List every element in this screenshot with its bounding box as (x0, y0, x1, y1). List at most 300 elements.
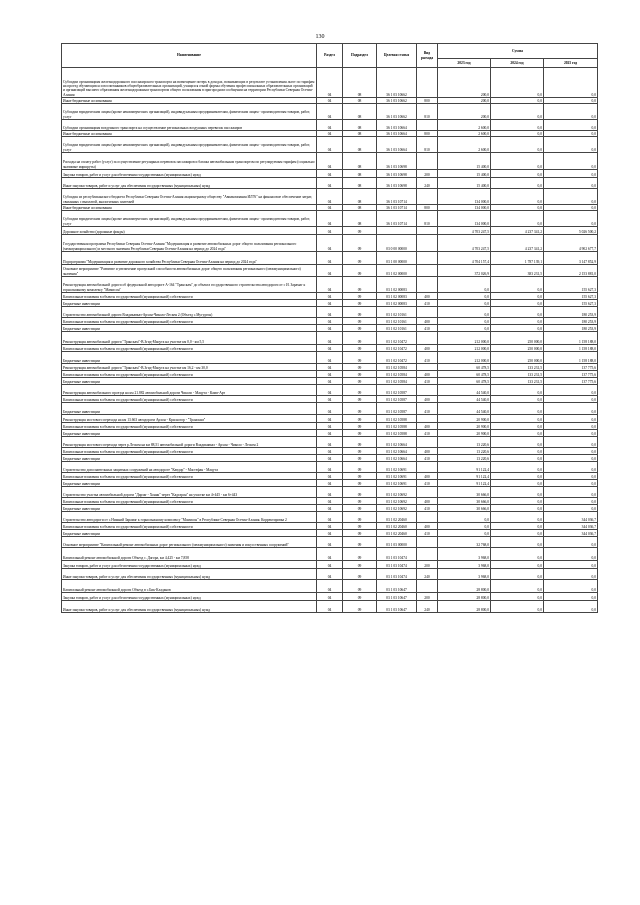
cell-y2023: 28 800,0 (438, 593, 491, 601)
cell-podrazdel: 09 (343, 430, 377, 437)
cell-podrazdel: 09 (343, 505, 377, 512)
cell-target: 03 1 02 10472 (377, 332, 417, 345)
cell-target: 03 1 02 00083 (377, 300, 417, 307)
table-row (62, 480, 598, 487)
table-row (62, 300, 598, 307)
cell-y2025: 0,0 (544, 480, 598, 487)
table-row (62, 593, 598, 601)
cell-name: Строительство автодороги от с.Нижний Зарамаг к горнолыжному комплексу "Мамисон" в Республике Северная Осетия-Алания. Корректировка 2 (62, 512, 317, 523)
cell-y2023: 372 026,9 (438, 265, 491, 277)
cell-y2023: 2 600,0 (438, 131, 491, 137)
cell-razdel: 04 (317, 601, 343, 613)
header-expense: Вид расхода (417, 44, 438, 68)
cell-podrazdel: 09 (343, 300, 377, 307)
cell-name: Капитальные вложения в объекты государственной (муниципальной) собственности (62, 473, 317, 480)
cell-y2023: 0,0 (438, 523, 491, 530)
cell-podrazdel: 09 (343, 227, 377, 235)
cell-name: Субсидии юридическим лицам (кроме некоммерческих организаций), индивидуальным предпринимателям, физическим лицам - производителям товаров, работ, услуг (62, 211, 317, 227)
cell-y2023: 15 400,0 (438, 178, 491, 189)
cell-name: Бюджетные инвестиции (62, 378, 317, 385)
cell-expense (417, 537, 438, 548)
cell-razdel: 04 (317, 345, 343, 352)
cell-podrazdel: 09 (343, 580, 377, 593)
table-row (62, 537, 598, 548)
header-2023: 2023 год (438, 59, 491, 68)
cell-y2025: 137 775,6 (544, 364, 598, 371)
cell-podrazdel: 08 (343, 153, 377, 170)
cell-y2023: 13 220,6 (438, 437, 491, 448)
cell-expense (417, 332, 438, 345)
table-row (62, 178, 598, 189)
cell-y2025: 1 158 188,0 (544, 345, 598, 352)
cell-podrazdel: 09 (343, 318, 377, 325)
cell-y2025: 0,0 (544, 415, 598, 423)
cell-y2023: 2 600,0 (438, 137, 491, 153)
cell-y2024: 0,0 (491, 98, 544, 104)
cell-razdel: 04 (317, 189, 343, 205)
cell-name: Капитальные вложения в объекты государственной (муниципальной) собственности (62, 345, 317, 352)
cell-target: 03 1 02 10161 (377, 325, 417, 332)
table-row (62, 430, 598, 437)
cell-razdel: 04 (317, 505, 343, 512)
cell-y2025: 0,0 (544, 98, 598, 104)
table-row (62, 120, 598, 131)
cell-y2024: 0,0 (491, 523, 544, 530)
table-row (62, 307, 598, 318)
cell-expense (417, 487, 438, 498)
cell-target: 36 1 03 10664 (377, 137, 417, 153)
cell-y2025: 0,0 (544, 170, 598, 178)
cell-target: 03 1 02 00083 (377, 277, 417, 293)
cell-razdel: 04 (317, 332, 343, 345)
cell-expense: 400 (417, 396, 438, 403)
cell-name: Закупка товаров, работ и услуг для обеспечения государственных (муниципальных) нужд (62, 561, 317, 569)
cell-razdel: 04 (317, 448, 343, 455)
cell-y2025: 0,0 (544, 601, 598, 613)
cell-y2023: 0,0 (438, 277, 491, 293)
table-row (62, 211, 598, 227)
cell-podrazdel: 08 (343, 178, 377, 189)
cell-y2025: 0,0 (544, 104, 598, 120)
cell-y2023: 44 540,0 (438, 385, 491, 396)
cell-y2024: 0,0 (491, 448, 544, 455)
cell-y2024: 0,0 (491, 137, 544, 153)
table-row (62, 505, 598, 512)
cell-name: Бюджетные инвестиции (62, 455, 317, 462)
cell-expense: 800 (417, 98, 438, 104)
cell-name: Реконструкция автомобильного проезда на км 21.882 автомобильной дороги Чиколо - Мацута - Камп-Арт (62, 385, 317, 396)
table-row (62, 364, 598, 371)
cell-y2023: 20 900,0 (438, 423, 491, 430)
cell-target: 03 1 02 10584 (377, 378, 417, 385)
cell-y2023: 212 000,0 (438, 345, 491, 352)
cell-y2025: 0,0 (544, 537, 598, 548)
cell-expense (417, 364, 438, 371)
cell-y2025: 137 775,6 (544, 371, 598, 378)
cell-podrazdel: 09 (343, 473, 377, 480)
cell-y2025: 0,0 (544, 448, 598, 455)
cell-y2023: 0,0 (438, 300, 491, 307)
cell-target: 36 1 03 10664 (377, 120, 417, 131)
cell-name: Основное мероприятие "Развитие и увеличение пропускной способности автомобильных дорог общего пользования регионального (межмуниципального) значения" (62, 265, 317, 277)
cell-y2023: 0,0 (438, 530, 491, 537)
cell-expense: 200 (417, 593, 438, 601)
cell-y2024: 4 237 341,2 (491, 227, 544, 235)
table-row (62, 498, 598, 505)
cell-expense (417, 68, 438, 98)
cell-y2023: 134 000,0 (438, 211, 491, 227)
cell-target: 03 1 02 10588 (377, 430, 417, 437)
cell-y2023: 3 968,0 (438, 548, 491, 561)
cell-y2024: 250 000,0 (491, 345, 544, 352)
cell-y2023: 0,0 (438, 318, 491, 325)
table-row (62, 378, 598, 385)
cell-name: Реконструкция автомобильной дороги "Транскам"-В.Згид-Мацута на участке км 0,0 - км 5,5 (62, 332, 317, 345)
cell-y2024: 0,0 (491, 593, 544, 601)
cell-y2023: 15 400,0 (438, 153, 491, 170)
cell-y2023: 28 800,0 (438, 580, 491, 593)
cell-y2023: 20 900,0 (438, 430, 491, 437)
cell-y2025: 0,0 (544, 205, 598, 211)
cell-podrazdel: 09 (343, 548, 377, 561)
cell-y2025: 0,0 (544, 505, 598, 512)
cell-expense: 800 (417, 205, 438, 211)
cell-razdel: 04 (317, 235, 343, 252)
cell-expense (417, 415, 438, 423)
cell-expense: 410 (417, 352, 438, 364)
cell-y2023: 30 666,0 (438, 498, 491, 505)
cell-razdel: 04 (317, 480, 343, 487)
table-row (62, 473, 598, 480)
cell-target: 03 1 02 10161 (377, 318, 417, 325)
cell-razdel: 04 (317, 487, 343, 498)
cell-target: 36 1 03 10698 (377, 178, 417, 189)
cell-podrazdel: 09 (343, 415, 377, 423)
cell-y2024: 0,0 (491, 385, 544, 396)
cell-name: Реконструкция автомобильной дороги об федеральной автодороге А-164 "Транскам" до объекта государственного строительства автодороги от с И. Зарамаг к горнолыжному комплексу "Мамисон" (62, 277, 317, 293)
cell-y2025: 4 902 677,7 (544, 235, 598, 252)
cell-podrazdel: 08 (343, 104, 377, 120)
cell-expense: 400 (417, 371, 438, 378)
table-row (62, 512, 598, 523)
cell-razdel: 04 (317, 318, 343, 325)
cell-y2023: 0,0 (438, 293, 491, 300)
cell-y2024: 133 231,5 (491, 364, 544, 371)
cell-expense: 410 (417, 505, 438, 512)
cell-expense (417, 548, 438, 561)
cell-y2025: 180 253,9 (544, 307, 598, 318)
cell-y2024: 0,0 (491, 569, 544, 580)
cell-podrazdel: 08 (343, 170, 377, 178)
cell-expense: 240 (417, 601, 438, 613)
cell-podrazdel: 09 (343, 332, 377, 345)
cell-expense: 410 (417, 455, 438, 462)
cell-y2024: 0,0 (491, 423, 544, 430)
cell-expense: 400 (417, 318, 438, 325)
cell-target: 03 1 02 00083 (377, 293, 417, 300)
cell-y2023: 44 540,0 (438, 396, 491, 403)
cell-y2024: 0,0 (491, 430, 544, 437)
cell-y2024: 133 231,5 (491, 371, 544, 378)
cell-y2023: 212 000,0 (438, 352, 491, 364)
cell-podrazdel: 09 (343, 480, 377, 487)
cell-name: Капитальные вложения в объекты государственной (муниципальной) собственности (62, 293, 317, 300)
cell-y2024: 0,0 (491, 462, 544, 473)
cell-y2023: 3 968,0 (438, 569, 491, 580)
cell-expense: 410 (417, 325, 438, 332)
page-number: 130 (315, 34, 325, 40)
table-body (62, 68, 598, 613)
header-2025: 2025 год (544, 59, 598, 68)
cell-podrazdel: 08 (343, 189, 377, 205)
cell-target: 03 1 02 10584 (377, 371, 417, 378)
cell-razdel: 04 (317, 378, 343, 385)
cell-expense: 400 (417, 523, 438, 530)
table-row (62, 252, 598, 265)
cell-razdel: 04 (317, 523, 343, 530)
cell-podrazdel: 08 (343, 98, 377, 104)
cell-y2024: 0,0 (491, 170, 544, 178)
header-podrazdel: Подраздел (343, 44, 377, 68)
cell-podrazdel: 09 (343, 523, 377, 530)
cell-expense: 400 (417, 345, 438, 352)
cell-razdel: 04 (317, 352, 343, 364)
cell-name: Бюджетные инвестиции (62, 325, 317, 332)
cell-name: Бюджетные инвестиции (62, 430, 317, 437)
cell-target: 03 0 00 00000 (377, 235, 417, 252)
cell-podrazdel: 09 (343, 423, 377, 430)
cell-y2025: 1 158 188,0 (544, 352, 598, 364)
cell-razdel: 04 (317, 403, 343, 415)
cell-razdel: 04 (317, 537, 343, 548)
cell-target: 03 1 02 10664 (377, 455, 417, 462)
cell-razdel: 04 (317, 153, 343, 170)
cell-y2023: 0,0 (438, 512, 491, 523)
cell-y2024: 0,0 (491, 505, 544, 512)
cell-expense (417, 252, 438, 265)
cell-y2025: 0,0 (544, 120, 598, 131)
cell-razdel: 04 (317, 252, 343, 265)
table-row (62, 325, 598, 332)
cell-razdel: 04 (317, 512, 343, 523)
cell-name: Государственная программа Республики Северная Осетия-Алания "Модернизация и развитие автомобильных дорог общего пользования регионального (межмуниципального) и местного значения Республики Северная Осетия-Алания на период до 2024 года" (62, 235, 317, 252)
cell-y2023: 60 478,5 (438, 364, 491, 371)
cell-name: Капитальные вложения в объекты государственной (муниципальной) собственности (62, 318, 317, 325)
cell-y2025: 0,0 (544, 455, 598, 462)
cell-y2023: 30 666,0 (438, 505, 491, 512)
cell-razdel: 04 (317, 498, 343, 505)
cell-expense: 400 (417, 473, 438, 480)
cell-y2024: 0,0 (491, 580, 544, 593)
cell-expense (417, 512, 438, 523)
cell-expense: 400 (417, 498, 438, 505)
table-row (62, 530, 598, 537)
cell-podrazdel: 08 (343, 68, 377, 98)
cell-podrazdel: 09 (343, 371, 377, 378)
cell-expense: 240 (417, 178, 438, 189)
cell-target: 03 1 02 10692 (377, 487, 417, 498)
cell-y2023: 15 400,0 (438, 170, 491, 178)
cell-y2025: 0,0 (544, 423, 598, 430)
cell-podrazdel: 09 (343, 455, 377, 462)
cell-expense: 410 (417, 403, 438, 415)
cell-podrazdel: 09 (343, 487, 377, 498)
cell-expense: 410 (417, 378, 438, 385)
cell-target: 03 1 03 10474 (377, 569, 417, 580)
cell-y2023: 60 478,5 (438, 371, 491, 378)
table-row (62, 153, 598, 170)
cell-name: Бюджетные инвестиции (62, 480, 317, 487)
cell-name: Бюджетные инвестиции (62, 403, 317, 415)
table-row (62, 561, 598, 569)
cell-y2023: 60 478,5 (438, 378, 491, 385)
cell-y2025: 155 627,3 (544, 277, 598, 293)
cell-y2025: 3 147 852,9 (544, 252, 598, 265)
cell-target: 03 1 00 00000 (377, 252, 417, 265)
cell-razdel: 04 (317, 227, 343, 235)
cell-y2024: 0,0 (491, 498, 544, 505)
cell-podrazdel: 09 (343, 307, 377, 318)
cell-name: Капитальные вложения в объекты государственной (муниципальной) собственности (62, 498, 317, 505)
cell-y2023: 91 122,4 (438, 462, 491, 473)
table-row (62, 601, 598, 613)
cell-podrazdel: 09 (343, 252, 377, 265)
cell-y2025: 344 036,7 (544, 523, 598, 530)
cell-y2023: 91 122,4 (438, 480, 491, 487)
cell-y2025: 0,0 (544, 211, 598, 227)
cell-y2024: 0,0 (491, 561, 544, 569)
table-row (62, 396, 598, 403)
cell-expense: 810 (417, 137, 438, 153)
cell-target (377, 227, 417, 235)
cell-expense (417, 277, 438, 293)
cell-target: 03 1 03 10647 (377, 601, 417, 613)
cell-podrazdel: 09 (343, 265, 377, 277)
cell-y2024: 0,0 (491, 131, 544, 137)
cell-podrazdel: 09 (343, 462, 377, 473)
cell-razdel: 04 (317, 68, 343, 98)
cell-name: Капитальные вложения в объекты государственной (муниципальной) собственности (62, 523, 317, 530)
cell-target: 36 1 03 10662 (377, 104, 417, 120)
cell-name: Субсидии организациям железнодорожного пассажирского транспорта на возмещение потерь в доходах, возникающих в результате установления льгот по тарифам на проезд обучающихся и воспитанников общеобразовательных организаций, учащихся очной формы обучения профессиональных образовательных организаций и организаций высшего образования железнодорожным транспортом общего пользования в пригородном сообщении на территории Республики Северная Осетия-Алания (62, 68, 317, 98)
cell-expense: 410 (417, 480, 438, 487)
cell-target: 36 1 03 10714 (377, 189, 417, 205)
cell-target: 03 1 03 10474 (377, 548, 417, 561)
cell-y2024: 0,0 (491, 473, 544, 480)
cell-y2023: 0,0 (438, 325, 491, 332)
cell-y2025: 0,0 (544, 189, 598, 205)
cell-target: 03 1 02 20460 (377, 512, 417, 523)
cell-expense (417, 153, 438, 170)
cell-podrazdel: 08 (343, 205, 377, 211)
table-row (62, 332, 598, 345)
table-row (62, 423, 598, 430)
table-row (62, 448, 598, 455)
cell-razdel: 04 (317, 593, 343, 601)
cell-razdel: 04 (317, 423, 343, 430)
cell-podrazdel: 09 (343, 385, 377, 396)
cell-podrazdel: 09 (343, 601, 377, 613)
cell-name: Строительство автомобильной дороги Владикавказ-Архон-Чиколо-Лескен 2 (Объезд с.Мугудгон) (62, 307, 317, 318)
cell-y2025: 344 036,7 (544, 512, 598, 523)
cell-target: 03 1 02 10587 (377, 396, 417, 403)
cell-podrazdel: 09 (343, 235, 377, 252)
cell-razdel: 04 (317, 170, 343, 178)
table-row (62, 227, 598, 235)
cell-target: 03 1 02 10664 (377, 437, 417, 448)
cell-podrazdel: 09 (343, 448, 377, 455)
table-row (62, 385, 598, 396)
cell-razdel: 04 (317, 120, 343, 131)
cell-y2023: 0,0 (438, 307, 491, 318)
cell-expense: 200 (417, 170, 438, 178)
table-row (62, 569, 598, 580)
cell-y2024: 0,0 (491, 68, 544, 98)
cell-y2024: 0,0 (491, 205, 544, 211)
cell-podrazdel: 09 (343, 277, 377, 293)
cell-target: 03 1 02 00000 (377, 265, 417, 277)
cell-expense: 810 (417, 104, 438, 120)
cell-name: Капитальный ремонт автомобильной дороги Объезд в с.Бик-Кладанов (62, 580, 317, 593)
cell-razdel: 04 (317, 462, 343, 473)
cell-razdel: 04 (317, 396, 343, 403)
cell-y2023: 134 000,0 (438, 205, 491, 211)
cell-y2024: 0,0 (491, 189, 544, 205)
cell-y2024: 0,0 (491, 307, 544, 318)
cell-podrazdel: 09 (343, 345, 377, 352)
cell-y2023: 212 000,0 (438, 332, 491, 345)
cell-podrazdel: 09 (343, 437, 377, 448)
cell-target: 36 1 03 10662 (377, 98, 417, 104)
cell-y2023: 3 968,0 (438, 561, 491, 569)
cell-razdel: 04 (317, 277, 343, 293)
cell-name: Бюджетные инвестиции (62, 300, 317, 307)
cell-name: Строительство участка автомобильной дороги "Дарзаг - Хоняк" через "Кадгарон" на участке км 4+445 - км 6+443 (62, 487, 317, 498)
cell-target: 03 1 02 10587 (377, 403, 417, 415)
cell-expense: 400 (417, 448, 438, 455)
cell-y2025: 0,0 (544, 131, 598, 137)
table-row (62, 462, 598, 473)
cell-name: Субсидии юридическим лицам (кроме некоммерческих организаций), индивидуальным предпринимателям, физическим лицам - производителям товаров, работ, услуг (62, 137, 317, 153)
cell-razdel: 04 (317, 385, 343, 396)
cell-y2025: 0,0 (544, 385, 598, 396)
cell-podrazdel: 09 (343, 396, 377, 403)
cell-expense (417, 227, 438, 235)
cell-name: Капитальные вложения в объекты государственной (муниципальной) собственности (62, 448, 317, 455)
cell-razdel: 04 (317, 300, 343, 307)
table-row (62, 548, 598, 561)
cell-name: Подпрограмма "Модернизация и развитие дорожного хозяйства Республики Северная Осетия-Алания на период до 2024 года" (62, 252, 317, 265)
cell-y2025: 0,0 (544, 462, 598, 473)
cell-name: Иные бюджетные ассигнования (62, 98, 317, 104)
cell-name: Капитальный ремонт автомобильной дороги Объезд с. Дагора, км 4,425 - км 7,858 (62, 548, 317, 561)
cell-razdel: 04 (317, 437, 343, 448)
cell-y2025: 180 253,9 (544, 318, 598, 325)
cell-name: Субсидии организациям воздушного транспорта на осуществление региональных воздушных перевозок пассажиров (62, 120, 317, 131)
cell-target: 36 1 03 10698 (377, 170, 417, 178)
cell-expense: 240 (417, 569, 438, 580)
header-name: Наименование (62, 44, 317, 68)
cell-podrazdel: 09 (343, 293, 377, 300)
cell-razdel: 04 (317, 415, 343, 423)
cell-y2024: 250 000,0 (491, 332, 544, 345)
cell-target: 36 1 03 10664 (377, 131, 417, 137)
cell-y2023: 2 600,0 (438, 120, 491, 131)
cell-name: Бюджетные инвестиции (62, 352, 317, 364)
cell-name: Реконструкция мостового перехода через р.Лескен на км 88,51 автомобильной дороги Владикавказ - Архон - Чиколо - Лескен 2 (62, 437, 317, 448)
cell-razdel: 04 (317, 98, 343, 104)
cell-y2025: 0,0 (544, 473, 598, 480)
